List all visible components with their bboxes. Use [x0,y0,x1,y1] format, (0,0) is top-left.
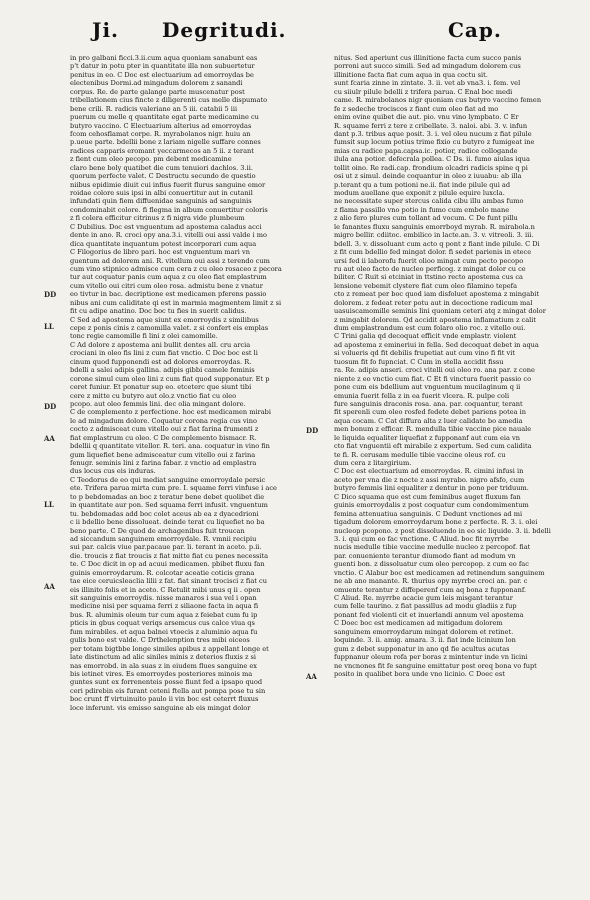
text-line: mias cu radice papa.capsa.ic. potior, radice collogande [334,146,518,155]
text-line: eis illinito folis et in aceto. C Retulit mibi unus q ii . open [70,585,261,594]
text-line: C Ad dolore z apostema ani bullit dentes all. cru arcia [70,340,251,349]
text-line: illinitione facta fiat cum aqua in qua coctu sit. [334,70,488,79]
text-line: 3. i. qui cum eo fac vnctione. C Aliud. boc fit myrrbe [334,534,509,543]
text-line: cere z mitte cu butyro aut olo.z vnctio fiat cu oleo [70,391,237,400]
text-line: C Doc est electuarium ad emorroydas. R. cimini infusi in [334,467,524,476]
text-line: dant p.3. tribus aque posit. 3. i. vel oleu nucum z fiat pilule [334,129,532,138]
text-line: radices capparis eromant yeccarmecos an 5 ii. z terant [70,146,254,155]
text-line: sunt fcaria zinne in zintate. 3. ii. vet ab vna3. i. fem. vel [334,79,521,88]
text-line: dum cera z litargirium. [334,459,412,467]
text-line: boc crunt ff virtuinuito paulo ii vin boc est ceterrt fluxus [70,695,259,704]
text-line: infundati quin fiem diffuenidae sanguinis ad sanguinis [70,197,252,206]
text-line: die. troucis z fiat troucis z fiat mitte fiat cu penes necessita [70,551,269,560]
text-line: dum emplastrandum est cum folaro olio roc. z vitello oui. [334,324,526,332]
text-line: sui par. calcis viue par.pacaue par. li. terant in aceto. p.ii. [70,543,262,552]
text-line: te fi. R. cerusam medulle tibie vaccine oleus rof. cu [334,450,506,459]
text-line: fit sperenli cum oleo rosfed fedete debet pariens potea in [334,408,527,417]
text-line: gum z debet supponatur in ano qd fie acultus acutas [334,644,510,653]
text-line: p.ueue parte. bdellii bone z lariam nigelle suffare connes [70,138,261,147]
text-line: le liquida equaliter liquefiat z fupponanf aut cum eia vn [334,433,520,442]
text-line: modum auellane que exponit z pilule equire luxcla. [334,189,505,197]
text-line: fuppnanur oleum rofa per boras z mintentur inde vn licini [334,653,528,662]
text-line: in pro galbani ficci.3.ii.cum aqua quoniam sanabunt eas [70,54,258,62]
text-line: z flama passillo vno potio in fumo cum embolo mane [334,205,510,214]
text-line: bis ietinet vires. Es emorroydes posteriores minois ma [70,669,253,678]
text-line: ra. Re. adipis anseri. croci vitelli oui oleo ro. ana par. z cone [334,366,535,375]
text-line: dica quantitate inquantum potest incorporari cum aqua [70,239,257,248]
text-line: le ad mingadum dolore. Coquatur corona regia cus vino [70,416,257,425]
text-line: C Doec boc est medicamen ad mitigadum dolorem [334,619,503,628]
margin-mark: LL [44,322,54,331]
text-line: p't datur in potu pter in quantitate illa non subuertetur [70,62,255,71]
text-line: z alio fero plures cum tollant ad vocum. C De funt pillu [334,214,518,223]
margin-mark: DD [44,290,57,299]
text-line: z fient cum oleo pecopo. pm debent medicamine [70,155,232,164]
text-line: femina attenuatiua sanguinis. C Dedunt vnctiones ad mi [334,509,523,518]
text-line: penitus in eo. C Doc est electuarium ad emorroydas be [70,70,254,79]
text-line: tu. bebdomadas add boc colet aceus ab ea z dyacedrioni [70,509,259,518]
text-line: C Dubilius. Doc est vnguentum ad apostema caladus acci [70,222,262,231]
text-line: corone simul cum oleo lini z cum fiat quod supponatur. Et p [70,374,270,383]
text-line: claro bene boly quatibet die cum tenuiori dachlos. 3.ii. [70,163,253,172]
text-line: butyro vaccino. C Electuarium alterius ad emorroydas [70,121,252,130]
text-line: condominabit colore. fi flegma in album conuertitur coloris [70,205,268,214]
text-line: emunia fuerit fella z in ea fuerit vlcera. R. pulpe coli [334,391,510,400]
text-line: sanguinem emorroydarum mingat dolorem et retinet. [334,627,514,636]
text-line: to p bebdomadas an boc z teratur bene debet quolibet die [70,492,265,501]
text-line: fum mirabiles. et aqua balnei vtoecis z aluminio aqua fu [70,627,258,636]
text-line: late distinctum ad alic siniles minis z deterios fluxis z si [70,653,257,662]
text-line: R. squame ferri z tere z cribellate. 3. naloi. abi. 3. v. infun [334,121,528,130]
text-line: C de complemento z perfectione. hoc est medicamen mirabi [70,408,271,417]
text-line: nucleop pcopono. z post dissoluendo in eo sic liquide. 3. ii. bdelli [334,526,551,535]
text-line: omuente terantur z diffeperenf cum aq bona z fupponanf. [334,585,527,594]
text-line: ceret funiur. Et ponatur sup eo. etceterc que siunt tibi [70,383,252,392]
text-line: guentum ad dolorem ani. R. vitellum oui assi z terendo cum [70,256,270,265]
text-line: cu siiulr pilule bdelli z trifera parua. C Enal boc medi [334,87,513,96]
text-line: puerum cu melle q quantitate egat parte medicamine cu [70,113,259,122]
text-line: ponant fed violenti cit et inuerlandi annum vel apostema [334,610,524,619]
text-line: dolorem. z fedeat reter potu aut in decoctione radicum mal [334,298,533,307]
margin-mark: DD [44,402,57,411]
text-line: ete. Trifera parua mirta cum pre. I. squame ferri vinfuse i ace [70,484,277,493]
text-line: migro bellir. cdiitoc. embilico in lacte.an. 3. v. vitreoli. 3. iii. [334,231,534,240]
text-line: niente z eo vnctio cum fiat. C Et fi vinctura fuerit passio co [334,374,532,383]
text-line: ad apostema z emineriui in fella. Sed decoquat debet in aqua [334,340,539,349]
text-line: men bonum z efficar. R. mendulla tibie vaccine pice nauale [334,425,532,434]
text-line: z fit cum bdellio fed mingat dolor. fi sedet parienis in etece [334,248,532,257]
text-line: vnctio. C Alabur boc est medicamen ad retinendum sanguinem [334,568,545,577]
text-line: bus. R. aluminis oleum tur cum aqua z feiebat cum fu ip [70,610,258,619]
text-line: guinis emorroydarum. R. colcotar aceatie coticis grana [70,568,255,577]
text-line: osi ut z simul. deinde coquantur in oleo z iuuabu: ab illa [334,172,522,181]
text-line: nibus ani cum caliditate qi est in marmia magmentem limit z si [70,298,282,307]
text-line: ne vncnones fit fe sanguine emittatur post oreq bona vo fupt [334,661,537,670]
text-line: lensione vebemit clystere fiat cum oleo filamino tepefa [334,281,518,290]
text-line: tribellationem cius fincte z diligerenti cus melle dispumato [70,96,268,105]
text-line: guntes sunt ex forrenenteis posse fiunt fed a ipsapo quod [70,678,263,687]
text-line: fit cu adipe anatino. Doc boc tu fies in suerit calidus. [70,307,247,316]
text-line: fumsit sup locum potius trime fixio cu butyro z fumigeat ine [334,138,535,147]
text-line: tur aut coquatur panis cum aqua z cu oleo fiat emplastrum [70,273,267,282]
text-line: uasuiscamomille seminis lini quoniam ceteri atq z mingat dolor [334,307,546,316]
margin-mark: LL [44,500,54,509]
text-line: porroni aut succo simili. Sed ad mingadum dolorem cus [334,62,521,71]
text-line: bdell. 3. v. dissoluant cum acto q pont z fiant inde pilule. C Di [334,239,540,248]
running-header [0,14,590,48]
text-line: C Aliud. Re. myrrbe acacie gum leis misgant terantur [334,594,513,602]
text-line: bene crili. R. radicis valeriane an 5 iii. catabii 5 iii [70,104,238,113]
text-line: loce inferunt. vis emisso sanguine ab eis mingat dolor [70,703,251,712]
left-text-column [70,54,292,712]
text-line: tuosum fit fo fupnciat. C Cum in stella accidit fissu [334,357,504,366]
text-line: in quantitate aur pon. Sed squama ferri infusit. vnguentum [70,501,268,510]
text-line: cto z remeat per boc quod iam disfoluet apostema z mingabit [334,290,540,299]
text-line: beno parte. C De quod de archagenibus fuit troucan [70,526,245,535]
text-line: ne ab ano manante. R. thurius opy myrrbe croci an. par. c [334,577,528,586]
text-line: nitus. Sed aperiunt cus illinitione facta cum succo panis [334,54,522,62]
text-line: C Teodorus de eo qui mediat sanguine emorroydale persic [70,475,266,484]
text-line: tonc regie camomille fi lini z olei camomille. [70,332,218,341]
text-line: gum liquefiet bene admisceatur cum vitello oui z farina [70,450,256,459]
text-line: p.terant qu a tum potioni ne.ii. fiat inde pilule qui ad [334,180,511,189]
text-line: z mingabit dolorem. Qd accidit apostema inflamatium z calit [334,315,537,324]
margin-mark: DD [306,426,319,435]
text-line: cepe z ponis cinis z camomilla valet. z si confert eis emplas [70,324,269,332]
text-line: guenti bon. z dissoluatur cum oleo percopop. z cum eo fac [334,560,529,569]
text-line: bdelli a salei adipis gallina. adipis gibbi camele feminis [70,366,255,375]
text-line: cinum quod fupponendi est ad dolores emorroydas. R. [70,357,252,366]
text-line: fiat emplastrum cu oleo. C De complemento bismacr. R. [70,433,257,442]
header-chapter: Cap. [448,18,502,42]
text-line: roidae colore suis ipsi in albi conuertitur aut in cutanil [70,189,253,197]
text-line: cum vitello oui citri cum oleo rosa. admistu bene z vnatur [70,281,263,290]
text-line: fcom cehosflamat corpe. R. myrabolanos nigr. huiu an [70,129,251,138]
header-title: Degritudi. [162,18,287,42]
text-line: C Trini galia qd decoquat efficit vnde emplastr. violent [334,332,517,341]
text-line: electenibus Dormi.ad mingadum dolorem z sanandi [70,79,243,88]
text-line: guinis emorroydalis z post coquatur cum condomimentum [334,501,529,510]
text-line: ursi fed ii laborofu fuerit olioo mingat cum pecto pecopo [334,256,524,265]
text-line: pone cum eis bdellium aut vnguentum mucilaginum q ii [334,383,521,392]
text-line: fure sanguinis draconis rosa. ana. par. coquantur, terant [334,399,523,408]
text-line: eo tivtur in bac. decriptione est medicamen pferens passio [70,290,267,299]
text-line: pcopo. aut oleo femmis lini. dec olia mingant dolore. [70,399,246,408]
text-line: bdellii q quantitate vitellor. R. teri. ana. coquatur in vino fin [70,442,270,451]
text-line: gulis bono est valde. C Drthelenption tres mibi oiceos [70,636,250,645]
text-line: C Filogorius de libro pari. hoc est vnguentum mari vn [70,248,250,257]
text-line: per totam bigtbbe longe similes apibus z appellant longe et [70,644,269,653]
header-book-number: Ji. [92,18,120,42]
text-line: loquinde. 3. ii. amig. amara. 3. ii. fiat inde licinium lon [334,636,516,645]
text-line: c ii bdellio bene dissolueat. deinde terat cu liquefiet no ba [70,518,265,527]
text-line: ilula ana potior. defecrala pollea. C Ds. ii. fumo aiulas iqua [334,155,530,164]
text-line: crociani in oleo fis lini z cum fiat vnctio. C Doc boc est li [70,349,258,358]
text-line: medicine nisi per squama ferri z siliaone facta in aqua fi [70,602,259,611]
text-line: le fanantes fluxu sanguinis emorrboyd myrab. R. mirabola.n [334,222,535,231]
text-line: ru aut oleo facto de nucleo perficog. z mingat dolor cu ce [334,264,526,273]
margin-mark: AA [44,582,55,591]
text-line: tae eice ceruicsleaclia lilii z fat. fiat sinant trocisci z fiat cu [70,577,267,586]
text-line: C Sed ad apostema aque siunt ex emorroydis z similibus [70,315,259,324]
text-line: pticis in gbus coquat veriqs arsemcus cus calce viua qs [70,619,255,628]
margin-mark: AA [44,434,55,443]
text-line: nucis medulle tibie vaccine medulle nucleo z percopof. fiat [334,543,531,552]
text-line: ad siccandum sanguinem emorroydale. R. vmnii recipiu [70,534,257,543]
text-line: te. C Doc dicit in op ad acuui medicamen. pbibet fluxu fan [70,560,265,569]
text-line: par. conueniente terantur diumodo fiant ad modum vn [334,551,516,560]
text-line: si volueris qd fit debilis frupetiat aut cum vino fi fit vit [334,349,515,358]
text-line: cocto z admisceat cum vitello oui z fiat farina frumenti z [70,425,259,434]
text-line: quorum perfecte valet. C Destructu secundo de questio [70,172,256,181]
text-line: enim ovine quibet die aut. pio. vnu vino lympbato. C Er [334,113,519,122]
text-line: came. R. mirabolanos nigr quoniam cus butyro vaccino femen [334,96,542,105]
text-line: aqua cocam. C Cat diffura alta z luer calidate bo amedia [334,416,523,425]
text-line: C Dico squama que est cum feminibus auget fluxum fan [334,492,521,501]
text-line: butyro femmis lini equaliter z dentur in pono per triduum. [334,484,529,493]
text-line: biliter. C Ruit si etciniat in ttstino recto apostema cus ca [334,273,523,282]
margin-mark: AA [306,672,317,681]
text-line: dente in ano. R. croci opy ana.3.i. vitelli oui assi valde i mo [70,231,267,240]
text-line: sit sanguinis emorroydis. nisse manaros i sua vel i opan [70,594,257,602]
text-line: fe z sedeche trociscos z fiant cum oleo fiat ad mo [334,104,499,113]
text-line: tigadum dolorem emorroydarum bone z perfecte. R. 3. i. olei [334,518,538,527]
text-line: posito in qualibet bora unde vno licinio. C Doec est [334,669,505,678]
text-line: corpus. Re. de parte galange parte muscenatur post [70,87,245,96]
text-line: nas emorrobd. in ala suas z in eiudem flues sanguine ex [70,661,258,670]
text-line: cto fiat vnguentii eft mirabile z expertum. Sed cum calidita [334,442,532,451]
text-line: dus locus cus eis induras. [70,467,156,476]
text-line: fenugr. seminis lini z farina fabar. z vnctio ad emplastra [70,459,257,467]
text-line: tollit oino. Re radi.cap. frondium olcadri radicis spine q pi [334,163,528,172]
text-line: z fi colera efficitur citrinus z fi nigra vide plumbeum [70,214,245,223]
text-line: ceri pdirebin eis furant ceteni ftella aut pompa pose tu sin [70,686,266,695]
text-line: niibus epidimie diuit cui infius fuerit flurus sanguine emor [70,180,266,189]
right-text-column [334,54,560,678]
text-line: ne necessitate super stercus calida cibu illu ambas fumo [334,197,524,206]
text-line: aceto per vna die z nocte z assi myrabo. nigro afsfo, cum [334,475,525,484]
text-line: cum felle taurino. z fiat passillus ad modu gladiis z fup [334,602,517,611]
text-line: cum vino stipnico admisce cum cera z cu oleo rosaceo z pecora [70,264,282,273]
